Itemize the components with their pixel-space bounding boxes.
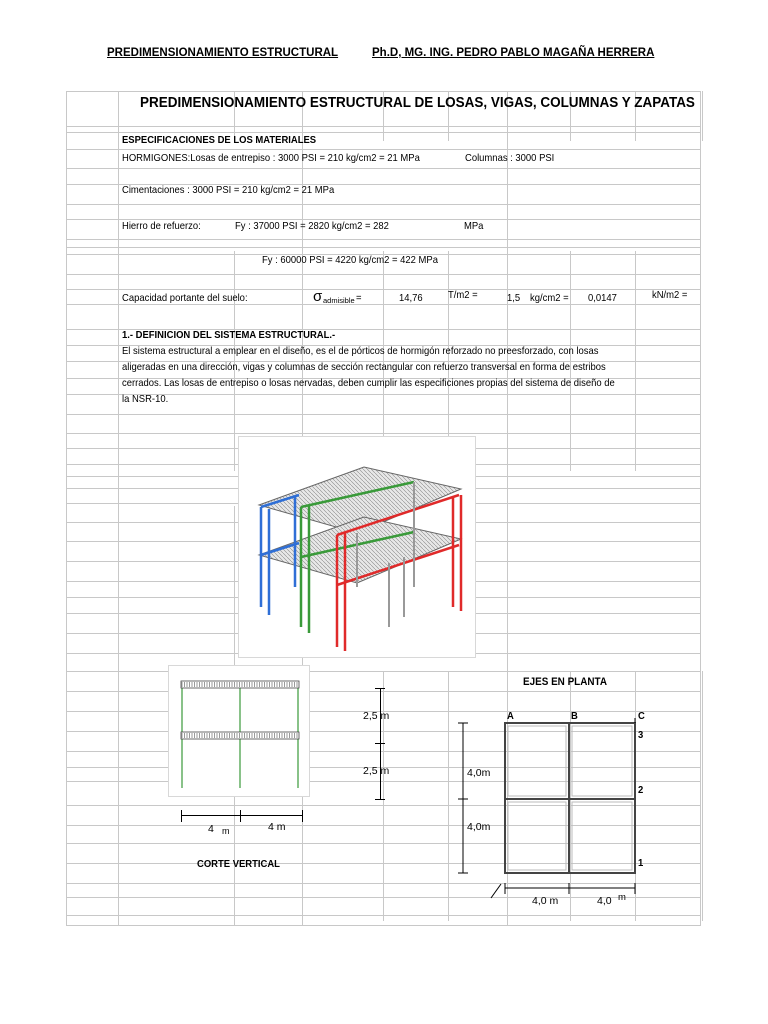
- suelo-value-kgcm2: 1,5: [507, 292, 521, 304]
- height-dim-tick-bottom: [375, 799, 385, 800]
- specs-hormigones: HORMIGONES:Losas de entrepiso : 3000 PSI = 210 kg/cm2 = 21 MPa: [122, 152, 420, 164]
- page-title: PREDIMENSIONAMIENTO ESTRUCTURAL DE LOSAS, VIGAS, COLUMNAS Y ZAPATAS: [140, 95, 695, 111]
- header-right: Ph.D, MG. ING. PEDRO PABLO MAGAÑA HERRERA: [372, 47, 655, 59]
- suelo-unit-kn: kN/m2 =: [652, 289, 688, 301]
- axis-label-3: 3: [638, 729, 644, 741]
- corte-dim1: 4: [208, 823, 214, 835]
- specs-columnas: Columnas : 3000 PSI: [465, 152, 555, 164]
- planta-grid-drawing: [455, 718, 645, 908]
- section1-line2: aligeradas en una dirección, vigas y columnas de sección rectangular con refuerzo transversal en forma de estribos: [122, 361, 606, 373]
- corte-dim-line: [181, 815, 303, 816]
- section1-heading: 1.- DEFINICION DEL SISTEMA ESTRUCTURAL.-: [122, 329, 336, 341]
- planta-dim-x1: 4,0 m: [532, 895, 559, 907]
- planta-dim-y2: 4,0m: [467, 821, 491, 833]
- height-dim-tick-mid: [375, 743, 385, 744]
- specs-hierro-fy2: Fy : 60000 PSI = 4220 kg/cm2 = 422 MPa: [262, 254, 438, 266]
- planta-dim-x2: 4,0: [597, 895, 612, 907]
- sigma-symbol: σ: [313, 288, 323, 305]
- corte-dim2: 4 m: [268, 821, 286, 833]
- header-left: PREDIMENSIONAMIENTO ESTRUCTURAL: [107, 47, 339, 59]
- planta-panel-a2: [505, 799, 569, 873]
- sigma-subscript: admisible: [323, 296, 355, 305]
- corte-vertical-label: CORTE VERTICAL: [197, 858, 280, 870]
- axis-label-b: B: [571, 710, 578, 722]
- sigma-eq: =: [356, 292, 362, 304]
- planta-dim-y1: 4,0m: [467, 767, 491, 779]
- planta-dim-x2-unit: m: [618, 892, 626, 903]
- specs-hierro-label: Hierro de refuerzo:: [122, 220, 201, 232]
- section1-line4: la NSR-10.: [122, 393, 169, 405]
- suelo-value-tm2: 14,76: [399, 292, 423, 304]
- specs-heading: ESPECIFICACIONES DE LOS MATERIALES: [122, 134, 317, 146]
- planta-label: EJES EN PLANTA: [523, 676, 607, 688]
- suelo-value-kn: 0,0147: [588, 292, 617, 304]
- corte-dim1-unit: m: [222, 826, 230, 836]
- height-dim2: 2,5 m: [363, 765, 390, 777]
- structure-3d-drawing: [239, 437, 475, 657]
- axis-label-2: 2: [638, 784, 644, 796]
- corte-dim-tick-mid: [240, 810, 241, 822]
- height-dim-tick-top: [375, 688, 385, 689]
- corte-vertical-image: [168, 665, 310, 797]
- height-dim1: 2,5 m: [363, 710, 390, 722]
- corte-dim-tick-right: [302, 810, 303, 822]
- structure-3d-image: [238, 436, 476, 658]
- specs-hierro-fy1: Fy : 37000 PSI = 2820 kg/cm2 = 282: [235, 220, 389, 232]
- axis-label-c: C: [638, 710, 645, 722]
- planta-panel-b3: [569, 723, 635, 799]
- axis-label-a: A: [507, 710, 514, 722]
- planta-panel-b2: [569, 799, 635, 873]
- specs-hierro-unit: MPa: [464, 220, 484, 232]
- section1-line3: cerrados. Las losas de entrepiso o losas nervadas, deben cumplir las especificiones propias del sistema de diseño de: [122, 377, 615, 389]
- corte-vertical-drawing: [169, 666, 309, 796]
- section1-line1: El sistema estructural a emplear en el diseño, es el de pórticos de hormigón reforzado no preesforzado, con losas: [122, 345, 599, 357]
- suelo-unit-kgcm2: kg/cm2 =: [530, 292, 569, 304]
- specs-cimentaciones: Cimentaciones : 3000 PSI = 210 kg/cm2 = 21 MPa: [122, 184, 335, 196]
- suelo-unit-tm2: T/m2 =: [448, 289, 478, 301]
- corte-dim-tick-left: [181, 810, 182, 822]
- suelo-label: Capacidad portante del suelo:: [122, 292, 248, 304]
- height-dim-line: [380, 688, 381, 800]
- planta-panel-a3: [505, 723, 569, 799]
- axis-label-1: 1: [638, 857, 644, 869]
